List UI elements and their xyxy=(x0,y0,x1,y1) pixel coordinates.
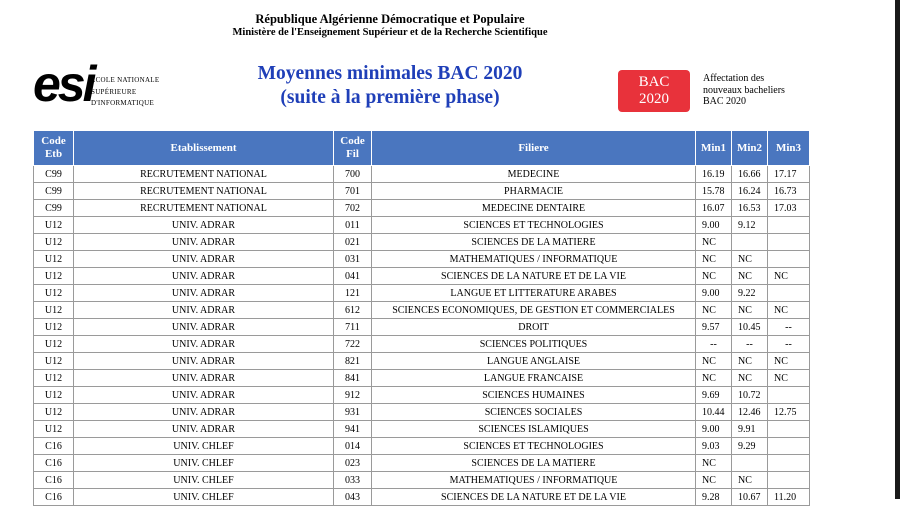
table-row xyxy=(34,268,810,285)
cell-code-fil: 700 xyxy=(334,166,372,183)
table-header-row xyxy=(34,131,810,166)
cell-min3 xyxy=(768,285,810,302)
cell-code-etb: U12 xyxy=(34,421,74,438)
cell-code-fil: 043 xyxy=(334,489,372,506)
affectation-note xyxy=(703,73,785,108)
cell-code-etb: C16 xyxy=(34,472,74,489)
col-header-min2: Min2 xyxy=(732,131,768,166)
cell-filiere: SCIENCES DE LA NATURE ET DE LA VIE xyxy=(372,489,696,506)
cell-etablissement: UNIV. ADRAR xyxy=(74,251,334,268)
cell-min2: 16.24 xyxy=(732,183,768,200)
cell-etablissement: RECRUTEMENT NATIONAL xyxy=(74,166,334,183)
cell-min3: NC xyxy=(768,370,810,387)
affectation-line-1: Affectation des xyxy=(703,73,765,84)
cell-etablissement: UNIV. ADRAR xyxy=(74,370,334,387)
cell-etablissement: UNIV. CHLEF xyxy=(74,489,334,506)
cell-min2: 12.46 xyxy=(732,404,768,421)
cell-code-etb: U12 xyxy=(34,336,74,353)
cell-code-etb: C99 xyxy=(34,166,74,183)
cell-min1: 16.07 xyxy=(696,200,732,217)
cell-filiere: SCIENCES DE LA MATIERE xyxy=(372,455,696,472)
cell-min1: 9.00 xyxy=(696,285,732,302)
cell-etablissement: UNIV. CHLEF xyxy=(74,455,334,472)
cell-code-etb: C99 xyxy=(34,200,74,217)
cell-min2: 9.12 xyxy=(732,217,768,234)
cell-code-etb: C16 xyxy=(34,455,74,472)
cell-filiere: MATHEMATIQUES / INFORMATIQUE xyxy=(372,251,696,268)
cell-min2: 10.72 xyxy=(732,387,768,404)
affectation-line-2: nouveaux bacheliers xyxy=(703,84,785,96)
col-header-code-etb: Code Etb xyxy=(34,131,74,166)
badge-line-2: 2020 xyxy=(639,91,669,107)
cell-filiere: MEDECINE DENTAIRE xyxy=(372,200,696,217)
table-row xyxy=(34,387,810,404)
cell-etablissement: UNIV. ADRAR xyxy=(74,268,334,285)
cell-code-fil: 702 xyxy=(334,200,372,217)
esi-logo-text xyxy=(91,75,159,110)
cell-min2: NC xyxy=(732,302,768,319)
cell-filiere: SCIENCES ET TECHNOLOGIES xyxy=(372,217,696,234)
cell-min3: NC xyxy=(768,353,810,370)
cell-min2 xyxy=(732,455,768,472)
cell-code-etb: U12 xyxy=(34,387,74,404)
cell-code-etb: U12 xyxy=(34,285,74,302)
table-row xyxy=(34,421,810,438)
cell-filiere: DROIT xyxy=(372,319,696,336)
cell-min1: NC xyxy=(696,370,732,387)
table-row xyxy=(34,200,810,217)
cell-min3 xyxy=(768,472,810,489)
cell-code-fil: 121 xyxy=(334,285,372,302)
cell-min2: 10.45 xyxy=(732,319,768,336)
cell-min3 xyxy=(768,251,810,268)
minimum-averages-table xyxy=(33,130,810,506)
cell-min3 xyxy=(768,387,810,404)
cell-code-fil: 041 xyxy=(334,268,372,285)
cell-min2: 16.53 xyxy=(732,200,768,217)
cell-min2: 9.22 xyxy=(732,285,768,302)
cell-min3: 17.03 xyxy=(768,200,810,217)
ministry-heading: Ministère de l'Enseignement Supérieur et de la Recherche Scientifique xyxy=(232,27,548,38)
cell-filiere: SCIENCES SOCIALES xyxy=(372,404,696,421)
cell-min2: NC xyxy=(732,268,768,285)
cell-etablissement: UNIV. ADRAR xyxy=(74,336,334,353)
cell-code-fil: 021 xyxy=(334,234,372,251)
cell-filiere: LANGUE ANGLAISE xyxy=(372,353,696,370)
table-row xyxy=(34,251,810,268)
cell-filiere: SCIENCES DE LA MATIERE xyxy=(372,234,696,251)
cell-min1: 9.00 xyxy=(696,421,732,438)
cell-filiere: SCIENCES POLITIQUES xyxy=(372,336,696,353)
cell-filiere: MATHEMATIQUES / INFORMATIQUE xyxy=(372,472,696,489)
cell-min3: 16.73 xyxy=(768,183,810,200)
cell-etablissement: UNIV. ADRAR xyxy=(74,353,334,370)
bac-2020-badge xyxy=(618,70,690,112)
cell-min1: 15.78 xyxy=(696,183,732,200)
cell-min1: 9.69 xyxy=(696,387,732,404)
cell-etablissement: RECRUTEMENT NATIONAL xyxy=(74,183,334,200)
cell-min3: -- xyxy=(768,336,810,353)
cell-etablissement: UNIV. ADRAR xyxy=(74,319,334,336)
title-line-2: (suite à la première phase) xyxy=(280,87,500,108)
cell-min2: 16.66 xyxy=(732,166,768,183)
table-row xyxy=(34,472,810,489)
table-row xyxy=(34,336,810,353)
affectation-line-3: BAC 2020 xyxy=(703,96,747,107)
cell-code-etb: C16 xyxy=(34,489,74,506)
cell-min3 xyxy=(768,438,810,455)
cell-code-etb: U12 xyxy=(34,319,74,336)
cell-code-fil: 841 xyxy=(334,370,372,387)
cell-code-etb: U12 xyxy=(34,217,74,234)
title-line-1: Moyennes minimales BAC 2020 xyxy=(257,63,523,84)
cell-code-fil: 033 xyxy=(334,472,372,489)
cell-code-etb: U12 xyxy=(34,268,74,285)
col-header-filiere: Filiere xyxy=(372,131,696,166)
cell-code-fil: 023 xyxy=(334,455,372,472)
cell-min2: NC xyxy=(732,472,768,489)
cell-code-fil: 941 xyxy=(334,421,372,438)
cell-code-fil: 701 xyxy=(334,183,372,200)
cell-filiere: LANGUE FRANCAISE xyxy=(372,370,696,387)
cell-min3 xyxy=(768,455,810,472)
cell-etablissement: UNIV. ADRAR xyxy=(74,234,334,251)
cell-filiere: SCIENCES ECONOMIQUES, DE GESTION ET COMMERCIALES xyxy=(372,302,696,319)
cell-min2: NC xyxy=(732,251,768,268)
cell-etablissement: UNIV. ADRAR xyxy=(74,421,334,438)
table-row xyxy=(34,183,810,200)
cell-min2: 9.29 xyxy=(732,438,768,455)
cell-code-fil: 722 xyxy=(334,336,372,353)
cell-min2: -- xyxy=(732,336,768,353)
cell-etablissement: UNIV. ADRAR xyxy=(74,285,334,302)
esi-logo-line-3: D'INFORMATIQUE xyxy=(91,99,155,107)
republic-heading: République Algérienne Démocratique et Populaire xyxy=(255,12,525,26)
cell-min1: NC xyxy=(696,251,732,268)
cell-code-fil: 014 xyxy=(334,438,372,455)
cell-min1: NC xyxy=(696,302,732,319)
esi-logo xyxy=(33,56,163,113)
cell-min3 xyxy=(768,234,810,251)
cell-code-fil: 711 xyxy=(334,319,372,336)
cell-min3: 11.20 xyxy=(768,489,810,506)
cell-code-etb: U12 xyxy=(34,234,74,251)
table-row xyxy=(34,234,810,251)
table-row xyxy=(34,438,810,455)
table-row xyxy=(34,302,810,319)
table-row xyxy=(34,455,810,472)
cell-etablissement: UNIV. ADRAR xyxy=(74,217,334,234)
cell-min1: NC xyxy=(696,472,732,489)
cell-code-fil: 031 xyxy=(334,251,372,268)
table-row xyxy=(34,370,810,387)
table-row xyxy=(34,489,810,506)
cell-min1: NC xyxy=(696,353,732,370)
cell-min1: 9.03 xyxy=(696,438,732,455)
cell-code-etb: U12 xyxy=(34,370,74,387)
table-row xyxy=(34,166,810,183)
cell-code-etb: U12 xyxy=(34,302,74,319)
cell-min2 xyxy=(732,234,768,251)
table-row xyxy=(34,217,810,234)
cell-min1: 9.57 xyxy=(696,319,732,336)
cell-min1: 16.19 xyxy=(696,166,732,183)
cell-min3: 17.17 xyxy=(768,166,810,183)
cell-code-etb: U12 xyxy=(34,353,74,370)
cell-min2: 10.67 xyxy=(732,489,768,506)
col-header-etablissement: Etablissement xyxy=(74,131,334,166)
table-row xyxy=(34,353,810,370)
cell-min1: 9.00 xyxy=(696,217,732,234)
cell-code-etb: C99 xyxy=(34,183,74,200)
cell-filiere: PHARMACIE xyxy=(372,183,696,200)
esi-logo-mark: esi xyxy=(33,56,94,112)
cell-min1: NC xyxy=(696,455,732,472)
cell-min3: NC xyxy=(768,302,810,319)
cell-code-fil: 912 xyxy=(334,387,372,404)
cell-min1: NC xyxy=(696,234,732,251)
table-row xyxy=(34,285,810,302)
esi-logo-line-1: ÉCOLE NATIONALE xyxy=(91,76,160,84)
cell-etablissement: UNIV. CHLEF xyxy=(74,472,334,489)
table-body xyxy=(34,166,810,506)
cell-min2: NC xyxy=(732,353,768,370)
table-row xyxy=(34,319,810,336)
cell-code-fil: 821 xyxy=(334,353,372,370)
cell-etablissement: UNIV. ADRAR xyxy=(74,387,334,404)
cell-min2: 9.91 xyxy=(732,421,768,438)
cell-min1: 10.44 xyxy=(696,404,732,421)
cell-code-fil: 011 xyxy=(334,217,372,234)
cell-min1: -- xyxy=(696,336,732,353)
cell-filiere: SCIENCES ET TECHNOLOGIES xyxy=(372,438,696,455)
cell-code-etb: U12 xyxy=(34,404,74,421)
col-header-code-fil: Code Fil xyxy=(334,131,372,166)
cell-filiere: SCIENCES DE LA NATURE ET DE LA VIE xyxy=(372,268,696,285)
cell-etablissement: UNIV. ADRAR xyxy=(74,302,334,319)
cell-min3 xyxy=(768,217,810,234)
window-edge-scrollbar[interactable] xyxy=(895,0,900,499)
cell-min1: 9.28 xyxy=(696,489,732,506)
esi-logo-line-2: SUPÉRIEURE xyxy=(91,87,137,96)
cell-code-etb: U12 xyxy=(34,251,74,268)
cell-min3: NC xyxy=(768,268,810,285)
col-header-min3: Min3 xyxy=(768,131,810,166)
cell-filiere: MEDECINE xyxy=(372,166,696,183)
cell-code-etb: C16 xyxy=(34,438,74,455)
badge-line-1: BAC xyxy=(638,74,670,90)
cell-min3: -- xyxy=(768,319,810,336)
cell-min1: NC xyxy=(696,268,732,285)
cell-code-fil: 612 xyxy=(334,302,372,319)
cell-filiere: SCIENCES HUMAINES xyxy=(372,387,696,404)
cell-code-fil: 931 xyxy=(334,404,372,421)
cell-filiere: LANGUE ET LITTERATURE ARABES xyxy=(372,285,696,302)
cell-etablissement: RECRUTEMENT NATIONAL xyxy=(74,200,334,217)
cell-etablissement: UNIV. CHLEF xyxy=(74,438,334,455)
cell-filiere: SCIENCES ISLAMIQUES xyxy=(372,421,696,438)
col-header-min1: Min1 xyxy=(696,131,732,166)
document-title xyxy=(240,62,540,110)
cell-etablissement: UNIV. ADRAR xyxy=(74,404,334,421)
cell-min3 xyxy=(768,421,810,438)
cell-min3: 12.75 xyxy=(768,404,810,421)
cell-min2: NC xyxy=(732,370,768,387)
table-row xyxy=(34,404,810,421)
